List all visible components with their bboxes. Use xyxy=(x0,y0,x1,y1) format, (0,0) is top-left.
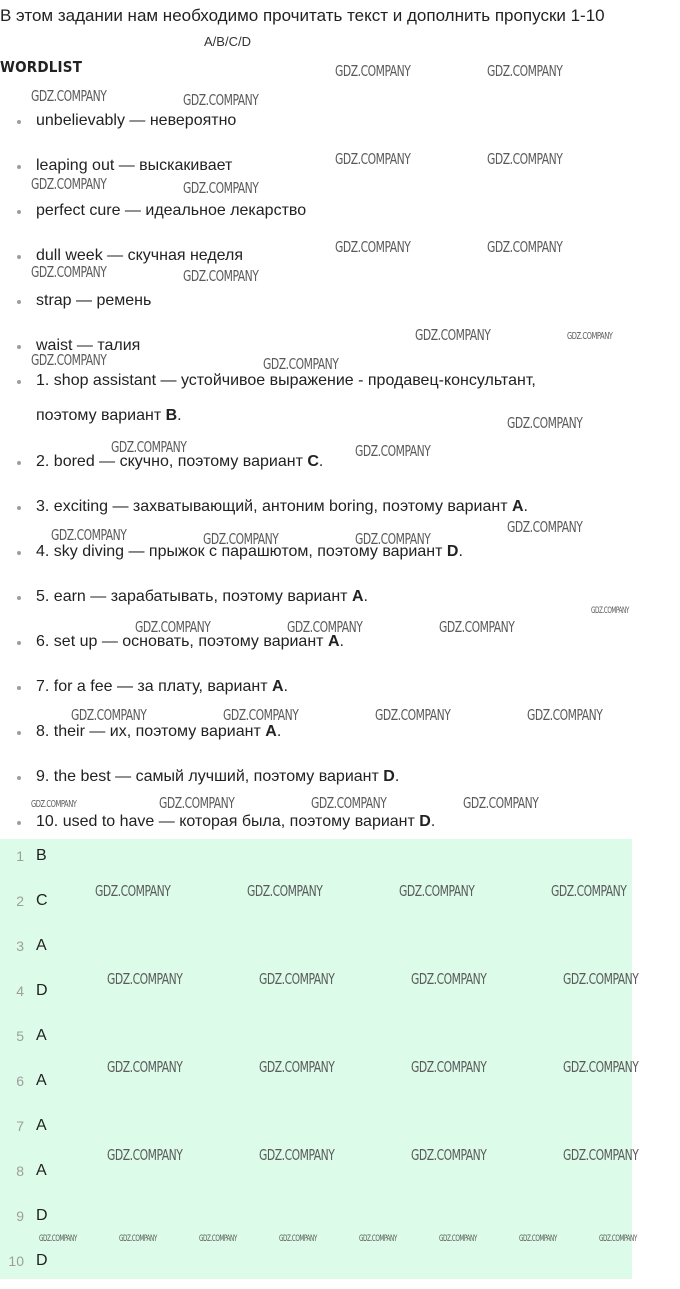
row-number: 1 xyxy=(16,848,24,864)
row-number: 2 xyxy=(16,893,24,909)
item-text: 4. sky diving — прыжок с парашютом, поэтому вариант D. xyxy=(36,543,463,560)
item-text: 10. used to have — которая была, поэтому вариант D. xyxy=(36,813,436,830)
partial-text: A/B/C/D xyxy=(204,34,251,49)
table-row xyxy=(0,1244,632,1289)
watermark: GDZ.COMPANY xyxy=(411,1146,487,1164)
table-row xyxy=(0,839,632,884)
answer-letter: D xyxy=(446,543,459,560)
watermark: GDZ.COMPANY xyxy=(439,618,515,636)
watermark: GDZ.COMPANY xyxy=(563,970,639,988)
watermark: GDZ.COMPANY xyxy=(135,618,211,636)
answer-letter: A xyxy=(511,498,524,515)
item-text: 1. shop assistant — устойчивое выражение - продавец-консультант, xyxy=(36,372,536,389)
watermark: GDZ.COMPANY xyxy=(487,150,563,168)
row-answer: D xyxy=(36,1207,48,1224)
row-number: 9 xyxy=(16,1208,24,1224)
watermark: GDZ.COMPANY xyxy=(259,1146,335,1164)
row-answer: A xyxy=(36,1162,47,1179)
watermark: GDZ.COMPANY xyxy=(335,238,411,256)
item-text-continued: поэтому вариант B. xyxy=(36,407,182,424)
watermark: GDZ.COMPANY xyxy=(31,87,107,105)
row-number: 3 xyxy=(16,938,24,954)
row-answer: B xyxy=(36,847,47,864)
watermark: GDZ.COMPANY xyxy=(439,1234,477,1244)
watermark: GDZ.COMPANY xyxy=(31,799,77,810)
watermark: GDZ.COMPANY xyxy=(203,530,279,548)
watermark: GDZ.COMPANY xyxy=(31,263,107,281)
watermark: GDZ.COMPANY xyxy=(223,706,299,724)
bullet xyxy=(17,821,21,825)
watermark: GDZ.COMPANY xyxy=(71,706,147,724)
row-answer: A xyxy=(36,937,47,954)
watermark: GDZ.COMPANY xyxy=(551,882,627,900)
answer-letter: A xyxy=(351,588,364,605)
watermark: GDZ.COMPANY xyxy=(183,91,259,109)
bullet xyxy=(17,686,21,690)
row-answer: A xyxy=(36,1027,47,1044)
item-text: perfect cure — идеальное лекарство xyxy=(36,202,307,219)
watermark: GDZ.COMPANY xyxy=(415,326,491,344)
watermark: GDZ.COMPANY xyxy=(51,526,127,544)
bullet xyxy=(17,641,21,645)
watermark: GDZ.COMPANY xyxy=(599,1234,637,1244)
watermark: GDZ.COMPANY xyxy=(247,882,323,900)
bullet xyxy=(17,120,21,124)
item-text: leaping out — выскакивает xyxy=(36,157,233,174)
watermark: GDZ.COMPANY xyxy=(199,1234,237,1244)
answer-letter: D xyxy=(419,813,431,830)
answer-letter: A xyxy=(327,633,340,650)
watermark: GDZ.COMPANY xyxy=(591,606,629,616)
row-answer: D xyxy=(36,1252,48,1269)
bullet xyxy=(17,776,21,780)
wordlist-title: WORDLIST xyxy=(0,58,83,76)
answer-letter: D xyxy=(383,768,395,785)
item-text: 2. bored — скучно, поэтому вариант C. xyxy=(36,453,324,470)
watermark: GDZ.COMPANY xyxy=(311,794,387,812)
item-text: 9. the best — самый лучший, поэтому вариант D. xyxy=(36,768,400,785)
row-answer: A xyxy=(36,1117,47,1134)
bullet xyxy=(17,345,21,349)
bullet xyxy=(17,596,21,600)
watermark: GDZ.COMPANY xyxy=(563,1146,639,1164)
item-text: dull week — скучная неделя xyxy=(36,247,244,264)
watermark: GDZ.COMPANY xyxy=(355,442,431,460)
row-number: 8 xyxy=(16,1163,24,1179)
bullet xyxy=(17,551,21,555)
row-number: 6 xyxy=(16,1073,24,1089)
watermark: GDZ.COMPANY xyxy=(263,355,339,373)
watermark: GDZ.COMPANY xyxy=(183,179,259,197)
item-text: 5. earn — зарабатывать, поэтому вариант A. xyxy=(36,588,368,605)
watermark: GDZ.COMPANY xyxy=(487,62,563,80)
watermark: GDZ.COMPANY xyxy=(107,1146,183,1164)
answer-letter: A xyxy=(265,723,277,740)
item-text: 6. set up — основать, поэтому вариант A. xyxy=(36,633,344,650)
answer-letter: C xyxy=(307,453,319,470)
watermark: GDZ.COMPANY xyxy=(107,1058,183,1076)
item-text: 8. their — их, поэтому вариант A. xyxy=(36,723,282,740)
row-number: 5 xyxy=(16,1028,24,1044)
watermark: GDZ.COMPANY xyxy=(119,1234,157,1244)
watermark: GDZ.COMPANY xyxy=(359,1234,397,1244)
watermark: GDZ.COMPANY xyxy=(519,1234,557,1244)
item-text: 7. for a fee — за плату, вариант A. xyxy=(36,678,288,695)
table-row xyxy=(0,929,632,974)
bullet xyxy=(17,300,21,304)
intro-text: В этом задании нам необходимо прочитать текст и дополнить пропуски 1-10 xyxy=(0,6,605,25)
bullet xyxy=(17,461,21,465)
item-text: unbelievably — невероятно xyxy=(36,112,237,129)
row-answer: A xyxy=(36,1072,47,1089)
row-number: 4 xyxy=(16,983,24,999)
watermark: GDZ.COMPANY xyxy=(39,1234,77,1244)
watermark: GDZ.COMPANY xyxy=(507,414,583,432)
bullet xyxy=(17,255,21,259)
watermark: GDZ.COMPANY xyxy=(183,267,259,285)
row-number: 7 xyxy=(16,1118,24,1134)
row-answer: D xyxy=(36,982,48,999)
watermark: GDZ.COMPANY xyxy=(567,331,613,342)
watermark: GDZ.COMPANY xyxy=(411,1058,487,1076)
bullet xyxy=(17,506,21,510)
watermark: GDZ.COMPANY xyxy=(411,970,487,988)
watermark: GDZ.COMPANY xyxy=(111,438,187,456)
item-text: waist — талия xyxy=(36,337,141,354)
watermark: GDZ.COMPANY xyxy=(463,794,539,812)
watermark: GDZ.COMPANY xyxy=(399,882,475,900)
watermark: GDZ.COMPANY xyxy=(287,618,363,636)
watermark: GDZ.COMPANY xyxy=(335,62,411,80)
watermark: GDZ.COMPANY xyxy=(335,150,411,168)
watermark: GDZ.COMPANY xyxy=(259,970,335,988)
answer-letter: A xyxy=(271,678,284,695)
answer-letter: B xyxy=(165,407,178,424)
watermark: GDZ.COMPANY xyxy=(527,706,603,724)
bullet xyxy=(17,210,21,214)
item-text: strap — ремень xyxy=(36,292,152,309)
watermark: GDZ.COMPANY xyxy=(31,351,107,369)
watermark: GDZ.COMPANY xyxy=(159,794,235,812)
row-number: 10 xyxy=(8,1253,24,1269)
watermark: GDZ.COMPANY xyxy=(31,175,107,193)
watermark: GDZ.COMPANY xyxy=(507,518,583,536)
watermark: GDZ.COMPANY xyxy=(259,1058,335,1076)
watermark: GDZ.COMPANY xyxy=(95,882,171,900)
watermark: GDZ.COMPANY xyxy=(355,530,431,548)
watermark: GDZ.COMPANY xyxy=(487,238,563,256)
bullet xyxy=(17,165,21,169)
row-answer: C xyxy=(36,892,48,909)
watermark: GDZ.COMPANY xyxy=(279,1234,317,1244)
watermark: GDZ.COMPANY xyxy=(563,1058,639,1076)
watermark: GDZ.COMPANY xyxy=(107,970,183,988)
watermark: GDZ.COMPANY xyxy=(375,706,451,724)
bullet xyxy=(17,380,21,384)
bullet xyxy=(17,731,21,735)
item-text: 3. exciting — захватывающий, антоним boring, поэтому вариант A. xyxy=(36,498,528,515)
